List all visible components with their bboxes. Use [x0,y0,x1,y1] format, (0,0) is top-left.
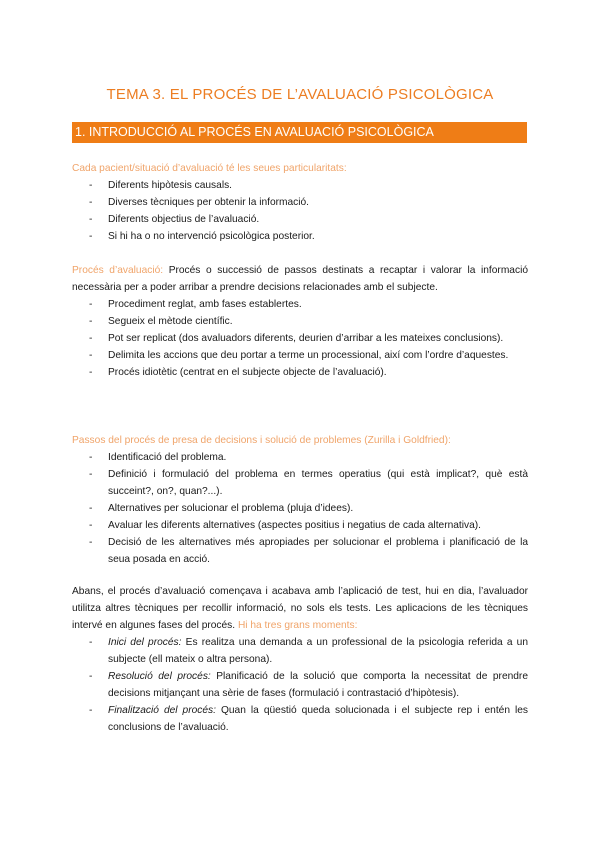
particularities-list [72,177,528,245]
list-item: - Diferents hipòtesis causals. [72,177,528,194]
problem-solving-list [72,449,528,568]
moments-list [72,634,528,736]
list-item: - Alternatives per solucionar el problema (pluja d’idees). [72,500,528,517]
process-definition-text: Procés o successió de passos destinats a recaptar i valorar la informació necessària per a poder arribar a prendre decisions relacionades amb el subjecte. [72,265,528,293]
list-item: - Procediment reglat, amb fases establertes. [72,296,528,313]
moments-paragraph [72,583,528,634]
list-item: - Diverses tècniques per obtenir la informació. [72,194,528,211]
list-item: - Pot ser replicat (dos avaluadors diferents, deurien d’arribar a les mateixes conclusions). [72,330,528,347]
particularities-heading: Cada pacient/situació d’avaluació té les seues particularitats: [72,163,347,174]
list-item: - Segueix el mètode científic. [72,313,528,330]
problem-solving-heading: Passos del procés de presa de decisions i solució de problemes (Zurilla i Goldfried): [72,435,451,446]
list-item: - Delimita les accions que deu portar a terme un processional, així com l’ordre d’aquestes. [72,347,528,364]
list-item: - Definició i formulació del problema en termes operatius (qui està implicat?, què està succeint?, on?, quan?...). [72,466,528,500]
moments-paragraph-text: Abans, el procés d’avaluació començava i acabava amb l’aplicació de test, hui en dia, l’avaluador utilitza altres tècniques per recollir informació, no sols els tests. Les aplicacions de les tècniques intervé en algunes fases del procés. [72,586,528,631]
page-title: TEMA 3. EL PROCÉS DE L’AVALUACIÓ PSICOLÒGICA [106,86,494,103]
section-heading: 1. INTRODUCCIÓ AL PROCÉS EN AVALUACIÓ PSICOLÒGICA [72,122,527,143]
list-item: - Diferents objectius de l’avaluació. [72,211,528,228]
moment-text: Planificació de la solució que comporta la necessitat de prendre decisions mitjançant una sèrie de fases (formulació i contrastació d’hipòtesis). [108,671,528,699]
list-item: - Avaluar les diferents alternatives (aspectes positius i negatius de cada alternativa). [72,517,528,534]
particularities-block [72,160,528,245]
moment-term: Resolució del procés: [108,671,211,682]
list-item [72,668,528,702]
process-definition-paragraph [72,262,528,296]
list-item: - Decisió de les alternatives més apropiades per solucionar el problema i planificació de la seua posada en acció. [72,534,528,568]
list-item: - Procés idiotètic (centrat en el subjecte objecte de l’avaluació). [72,364,528,381]
process-features-list [72,296,528,381]
moment-text: Quan la qüestió queda solucionada i el subjecte rep i entén les conclusions de l’avaluació. [108,705,529,733]
list-item: - Identificació del problema. [72,449,528,466]
moment-term: Finalització del procés: [108,705,216,716]
list-item [72,634,528,668]
moments-block [72,583,528,736]
process-definition-block [72,262,528,381]
list-item: - Si hi ha o no intervenció psicològica posterior. [72,228,528,245]
moment-term: Inici del procés: [108,637,182,648]
moment-text: Es realitza una demanda a un professional de la psicologia referida a un subjecte (ell mateix o altra persona). [108,637,529,665]
process-term: Procés d’avaluació: [72,265,164,276]
moments-highlight: Hi ha tres grans moments: [237,620,358,631]
list-item [72,702,528,736]
problem-solving-block [72,432,528,568]
